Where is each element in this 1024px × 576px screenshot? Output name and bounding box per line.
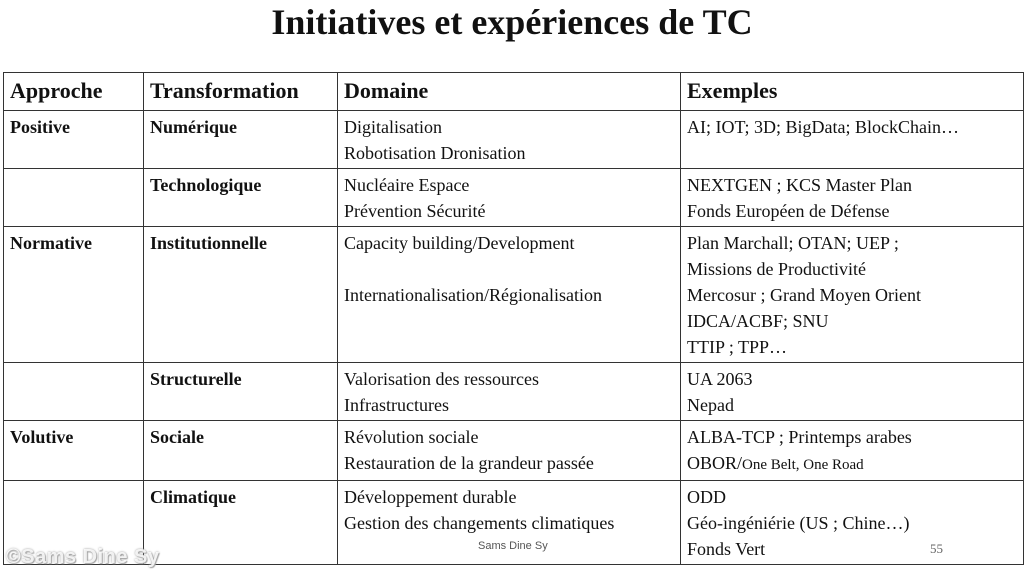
transformation-cell: Sociale — [144, 421, 338, 481]
exemples-line: Missions de Productivité — [687, 259, 866, 279]
exemples-line: Fonds Européen de Défense — [687, 201, 890, 221]
header-exemples: Exemples — [681, 73, 1024, 111]
transformation-cell: Climatique — [144, 481, 338, 565]
exemples-line: UA 2063 — [687, 369, 753, 389]
domaine-line: Gestion des changements climatiques — [344, 513, 615, 533]
table-header-row — [4, 73, 1024, 111]
exemples-line: IDCA/ACBF; SNU — [687, 311, 829, 331]
domaine-line: Capacity building/Development — [344, 233, 575, 253]
domaine-line: Nucléaire Espace — [344, 175, 470, 195]
transformation-cell: Numérique — [144, 111, 338, 169]
transformation-cell: Technologique — [144, 169, 338, 227]
table-row — [4, 227, 1024, 363]
domaine-line: Infrastructures — [344, 395, 449, 415]
exemples-line — [687, 450, 1017, 478]
exemples-line: AI; IOT; 3D; BigData; BlockChain… — [687, 117, 959, 137]
exemples-cell — [681, 111, 1024, 169]
exemples-line: Fonds Vert — [687, 539, 766, 559]
approche-cell — [4, 169, 144, 227]
exemples-line: Mercosur ; Grand Moyen Orient — [687, 285, 921, 305]
transformation-cell: Institutionnelle — [144, 227, 338, 363]
page-number: 55 — [930, 541, 943, 556]
initiatives-table — [3, 72, 1024, 565]
domaine-line: Valorisation des ressources — [344, 369, 539, 389]
table-row — [4, 111, 1024, 169]
exemples-line: TTIP ; TPP… — [687, 337, 788, 357]
domaine-line: Prévention Sécurité — [344, 201, 486, 221]
domaine-line: Révolution sociale — [344, 427, 479, 447]
exemples-cell — [681, 227, 1024, 363]
line-spacer — [344, 256, 674, 282]
domaine-line: Développement durable — [344, 487, 517, 507]
exemples-text: OBOR/ — [687, 453, 743, 473]
slide-title: Initiatives et expériences de TC — [271, 2, 753, 42]
exemples-cell — [681, 363, 1024, 421]
exemples-line: Géo-ingéniérie (US ; Chine…) — [687, 513, 910, 533]
exemples-cell — [681, 421, 1024, 481]
domaine-line: Restauration de la grandeur passée — [344, 453, 594, 473]
domaine-cell — [338, 111, 681, 169]
header-domaine: Domaine — [338, 73, 681, 111]
header-transformation: Transformation — [144, 73, 338, 111]
table-row — [4, 421, 1024, 481]
exemples-cell — [681, 481, 1024, 565]
domaine-cell — [338, 421, 681, 481]
domaine-line: Robotisation Dronisation — [344, 143, 526, 163]
approche-cell: Volutive — [4, 421, 144, 481]
exemples-line: Plan Marchall; OTAN; UEP ; — [687, 233, 899, 253]
approche-cell — [4, 363, 144, 421]
exemples-cell — [681, 169, 1024, 227]
exemples-line: ALBA-TCP ; Printemps arabes — [687, 427, 912, 447]
approche-cell: Positive — [4, 111, 144, 169]
table-row — [4, 169, 1024, 227]
table-row — [4, 363, 1024, 421]
exemples-line: NEXTGEN ; KCS Master Plan — [687, 175, 912, 195]
footer-author: Sams Dine Sy — [478, 540, 548, 552]
transformation-cell: Structurelle — [144, 363, 338, 421]
exemples-line: ODD — [687, 487, 726, 507]
approche-cell: Normative — [4, 227, 144, 363]
exemples-text-small: One Belt, One Road — [742, 457, 864, 473]
domaine-line: Internationalisation/Régionalisation — [344, 285, 602, 305]
domaine-cell — [338, 169, 681, 227]
exemples-line: Nepad — [687, 395, 734, 415]
domaine-line: Digitalisation — [344, 117, 442, 137]
header-approche: Approche — [4, 73, 144, 111]
domaine-cell — [338, 227, 681, 363]
watermark: ©Sams Dine Sy — [6, 546, 160, 568]
domaine-cell — [338, 363, 681, 421]
